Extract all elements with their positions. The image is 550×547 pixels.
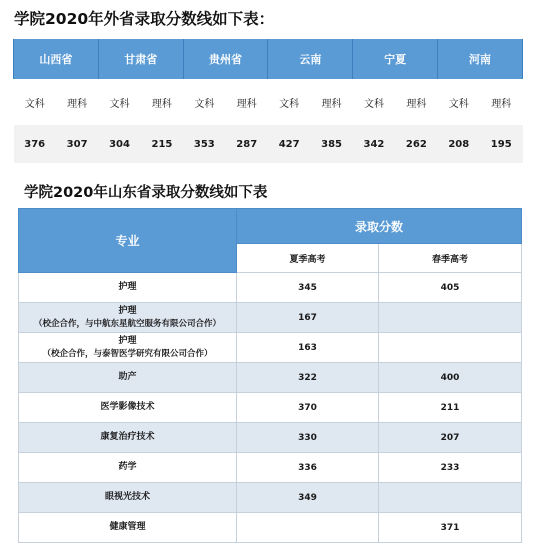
type-label-wenke: 文科	[98, 79, 140, 125]
spring-score: 211	[379, 393, 522, 423]
major-cell	[19, 303, 237, 333]
score-cell: 304	[98, 125, 140, 163]
type-label-like: 理科	[310, 79, 352, 125]
spring-score: 371	[379, 513, 522, 543]
major-cell	[19, 423, 237, 453]
spring-score: 400	[379, 363, 522, 393]
major-cell	[19, 393, 237, 423]
col-header-spring: 春季高考	[379, 244, 522, 273]
score-cell: 427	[268, 125, 310, 163]
score-cell: 376	[14, 125, 56, 163]
table-row	[19, 453, 522, 483]
province-name: 宁夏	[353, 39, 438, 79]
summer-score: 330	[237, 423, 379, 453]
page-title-shandong: 学院2020年山东省录取分数线如下表	[24, 185, 268, 201]
table-row	[19, 423, 522, 453]
province-name: 贵州省	[183, 39, 268, 79]
major-cell	[19, 513, 237, 543]
spring-score	[379, 303, 522, 333]
summer-score: 345	[237, 273, 379, 303]
major-name: 助产	[118, 372, 137, 382]
table-row	[19, 333, 522, 363]
score-cell: 215	[141, 125, 183, 163]
major-name: 健康管理	[109, 522, 146, 532]
summer-score: 163	[237, 333, 379, 363]
major-cell	[19, 363, 237, 393]
type-label-like: 理科	[141, 79, 183, 125]
major-cell	[19, 453, 237, 483]
score-cell: 287	[226, 125, 268, 163]
score-cell: 342	[353, 125, 395, 163]
summer-score: 167	[237, 303, 379, 333]
score-cell: 385	[310, 125, 352, 163]
type-label-wenke: 文科	[14, 79, 56, 125]
score-row	[14, 125, 523, 163]
province-header-row	[14, 39, 523, 79]
col-header-major: 专业	[19, 209, 237, 273]
table-row	[19, 363, 522, 393]
type-label-like: 理科	[56, 79, 98, 125]
summer-score: 322	[237, 363, 379, 393]
major-cell	[19, 483, 237, 513]
major-name: 护理	[118, 282, 137, 292]
province-name: 云南	[268, 39, 353, 79]
shandong-score-table	[18, 208, 522, 543]
type-label-like: 理科	[395, 79, 437, 125]
type-label-like: 理科	[480, 79, 523, 125]
type-label-like: 理科	[226, 79, 268, 125]
summer-score: 349	[237, 483, 379, 513]
table-row	[19, 393, 522, 423]
summer-score: 370	[237, 393, 379, 423]
score-cell: 307	[56, 125, 98, 163]
spring-score: 233	[379, 453, 522, 483]
summer-score: 336	[237, 453, 379, 483]
page-title-out-of-province: 学院2020年外省录取分数线如下表：	[14, 10, 275, 28]
out-of-province-score-table	[13, 39, 523, 163]
province-name: 山西省	[14, 39, 99, 79]
score-cell: 353	[183, 125, 225, 163]
spring-score: 207	[379, 423, 522, 453]
table-row	[19, 513, 522, 543]
col-header-summer: 夏季高考	[237, 244, 379, 273]
major-name: 康复治疗技术	[100, 432, 155, 442]
major-cell	[19, 333, 237, 363]
major-name: 医学影像技术	[100, 402, 155, 412]
subject-type-row	[14, 79, 523, 125]
type-label-wenke: 文科	[183, 79, 225, 125]
major-name: 药学	[118, 462, 137, 472]
table-row	[19, 273, 522, 303]
major-note: （校企合作，与中航东星航空服务有限公司合作）	[33, 319, 221, 329]
spring-score	[379, 333, 522, 363]
score-cell: 262	[395, 125, 437, 163]
col-header-score: 录取分数	[237, 209, 522, 244]
major-name: 护理	[118, 336, 137, 346]
major-note: （校企合作，与泰智医学研究有限公司合作）	[42, 349, 213, 359]
major-name: 眼视光技术	[104, 492, 150, 502]
shandong-header-row	[19, 209, 522, 244]
type-label-wenke: 文科	[438, 79, 480, 125]
score-cell: 195	[480, 125, 523, 163]
spring-score: 405	[379, 273, 522, 303]
type-label-wenke: 文科	[353, 79, 395, 125]
spring-score	[379, 483, 522, 513]
score-cell: 208	[438, 125, 480, 163]
major-cell	[19, 273, 237, 303]
province-name: 甘肃省	[98, 39, 183, 79]
type-label-wenke: 文科	[268, 79, 310, 125]
major-name: 护理	[118, 306, 137, 316]
summer-score	[237, 513, 379, 543]
table-row	[19, 483, 522, 513]
province-name: 河南	[438, 39, 523, 79]
table-row	[19, 303, 522, 333]
